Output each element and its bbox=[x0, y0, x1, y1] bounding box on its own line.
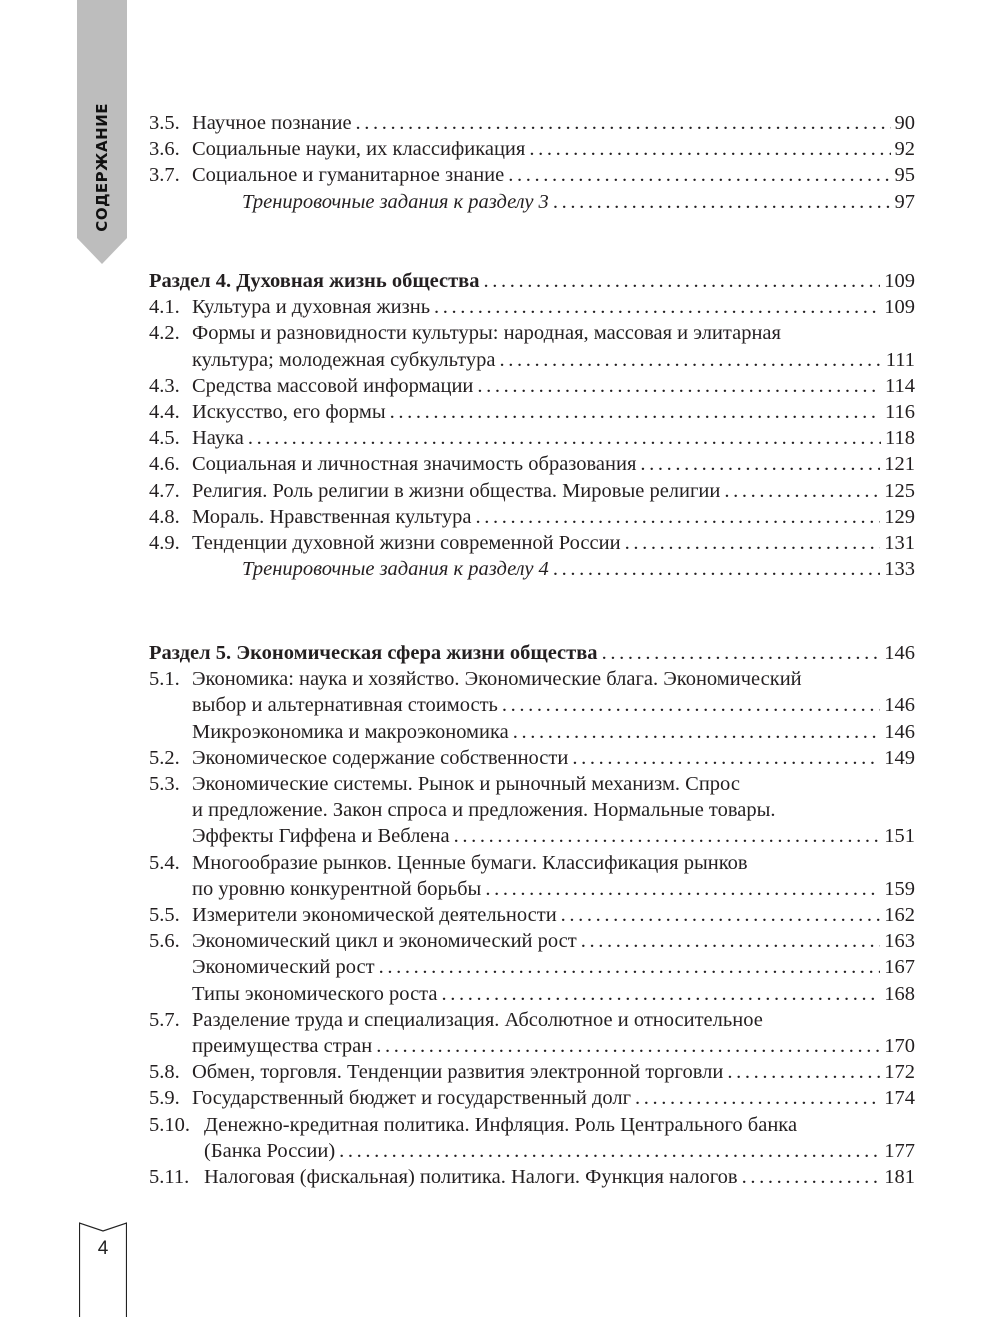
item-number: 5.6. bbox=[149, 930, 180, 953]
toc-item[interactable] bbox=[149, 399, 915, 425]
leader-dots bbox=[508, 162, 890, 188]
section-title: Раздел 4. Духовная жизнь общества bbox=[149, 270, 480, 292]
item-number: 5.7. bbox=[149, 1008, 180, 1031]
item-title-cont: культура; молодежная субкультура bbox=[192, 348, 496, 371]
toc-item[interactable] bbox=[149, 110, 915, 136]
leader-dots bbox=[356, 110, 891, 136]
item-title: Налоговая (фискальная) политика. Налоги. Функция налогов bbox=[204, 1166, 738, 1189]
leader-dots bbox=[635, 1085, 880, 1111]
leader-dots bbox=[553, 189, 891, 215]
item-page: 162 bbox=[884, 904, 915, 927]
item-title: Средства массовой информации bbox=[192, 374, 474, 397]
item-number: 4.5. bbox=[149, 427, 180, 450]
item-page: 97 bbox=[894, 190, 915, 213]
item-page: 129 bbox=[884, 505, 915, 528]
toc-item[interactable] bbox=[149, 745, 915, 771]
item-number: 4.8. bbox=[149, 505, 180, 528]
leader-dots bbox=[499, 347, 881, 373]
toc-item[interactable] bbox=[149, 136, 915, 162]
toc-item-exercises[interactable] bbox=[149, 556, 915, 582]
item-number: 4.6. bbox=[149, 453, 180, 476]
item-number: 5.8. bbox=[149, 1061, 180, 1084]
item-page: 163 bbox=[884, 930, 915, 953]
toc-item[interactable] bbox=[149, 294, 915, 320]
item-page: 125 bbox=[884, 479, 915, 502]
item-page: 109 bbox=[884, 296, 915, 319]
item-title: Наука bbox=[192, 427, 244, 450]
leader-dots bbox=[742, 1164, 881, 1190]
item-title: Разделение труда и специализация. Абсолютное и относительное bbox=[192, 1008, 763, 1031]
item-title-cont: преимущества стран bbox=[192, 1035, 373, 1058]
item-title-cont: (Банка России) bbox=[204, 1139, 336, 1162]
toc-item[interactable] bbox=[149, 902, 915, 928]
item-page: 118 bbox=[885, 427, 915, 450]
item-title: Научное познание bbox=[192, 112, 352, 134]
item-number: 3.7. bbox=[149, 164, 180, 187]
leader-dots bbox=[376, 1033, 880, 1059]
item-page: 92 bbox=[894, 138, 915, 161]
leader-dots bbox=[339, 1138, 880, 1164]
toc-item[interactable] bbox=[149, 1112, 915, 1164]
item-title: Экономическое содержание собственности bbox=[192, 746, 569, 769]
toc-section-4 bbox=[149, 268, 915, 582]
toc-item[interactable] bbox=[149, 451, 915, 477]
page-number: 4 bbox=[97, 1238, 109, 1259]
toc-subitem[interactable] bbox=[149, 954, 915, 980]
leader-dots bbox=[561, 902, 881, 928]
item-title: Искусство, его формы bbox=[192, 401, 386, 424]
leader-dots bbox=[529, 136, 890, 162]
leader-dots bbox=[502, 692, 880, 718]
item-title-cont: Эффекты Гиффена и Веблена bbox=[192, 825, 450, 848]
item-number: 3.6. bbox=[149, 138, 180, 161]
toc-item[interactable] bbox=[149, 850, 915, 902]
item-number: 4.9. bbox=[149, 532, 180, 555]
toc-section-3 bbox=[149, 110, 915, 215]
item-title: Тренировочные задания к разделу 3 bbox=[242, 190, 549, 213]
leader-dots bbox=[483, 268, 880, 294]
toc-item[interactable] bbox=[149, 425, 915, 451]
item-title-cont: и предложение. Закон спроса и предложения. Нормальные товары. bbox=[192, 799, 776, 822]
toc-item-exercises[interactable] bbox=[149, 189, 915, 215]
item-title: Микроэкономика и макроэкономика bbox=[192, 720, 509, 743]
item-title: Религия. Роль религии в жизни общества. Мировые религии bbox=[192, 479, 721, 502]
leader-dots bbox=[475, 504, 880, 530]
item-page: 168 bbox=[884, 982, 915, 1005]
leader-dots bbox=[727, 1059, 880, 1085]
leader-dots bbox=[724, 478, 880, 504]
leader-dots bbox=[581, 928, 881, 954]
leader-dots bbox=[390, 399, 881, 425]
section-side-tab bbox=[77, 0, 127, 266]
item-number: 4.1. bbox=[149, 296, 180, 319]
item-page: 111 bbox=[885, 348, 915, 371]
toc-item[interactable] bbox=[149, 1085, 915, 1111]
section-page: 109 bbox=[884, 270, 915, 292]
item-page: 131 bbox=[884, 532, 915, 555]
item-title: Социальные науки, их классификация bbox=[192, 138, 526, 161]
item-number: 4.7. bbox=[149, 479, 180, 502]
toc-item[interactable] bbox=[149, 1059, 915, 1085]
toc-item[interactable] bbox=[149, 530, 915, 556]
item-number: 4.2. bbox=[149, 322, 180, 345]
section-title: Раздел 5. Экономическая сфера жизни общества bbox=[149, 642, 598, 664]
section-heading[interactable] bbox=[149, 640, 915, 666]
leader-dots bbox=[441, 981, 880, 1007]
leader-dots bbox=[640, 451, 880, 477]
item-title: Формы и разновидности культуры: народная, массовая и элитарная bbox=[192, 322, 781, 345]
item-page: 116 bbox=[885, 401, 915, 424]
toc-item[interactable] bbox=[149, 1164, 915, 1190]
item-number: 5.10. bbox=[149, 1113, 190, 1136]
toc-subitem[interactable] bbox=[149, 719, 915, 745]
item-page: 177 bbox=[884, 1139, 915, 1162]
item-page: 181 bbox=[884, 1166, 915, 1189]
leader-dots bbox=[434, 294, 880, 320]
item-number: 4.3. bbox=[149, 374, 180, 397]
item-title: Денежно-кредитная политика. Инфляция. Роль Центрального банка bbox=[204, 1113, 798, 1136]
item-title: Тенденции духовной жизни современной России bbox=[192, 532, 621, 555]
item-title: Тренировочные задания к разделу 4 bbox=[242, 558, 549, 581]
item-page: 114 bbox=[885, 374, 915, 397]
item-page: 90 bbox=[894, 112, 915, 134]
leader-dots bbox=[602, 640, 881, 666]
leader-dots bbox=[454, 823, 881, 849]
leader-dots bbox=[572, 745, 880, 771]
item-page: 146 bbox=[884, 694, 915, 717]
item-title: Экономический рост bbox=[192, 956, 375, 979]
item-title: Социальная и личностная значимость образования bbox=[192, 453, 637, 476]
item-title: Экономические системы. Рынок и рыночный механизм. Спрос bbox=[192, 773, 740, 796]
toc-item[interactable] bbox=[149, 928, 915, 954]
section-page: 146 bbox=[884, 642, 915, 664]
leader-dots bbox=[553, 556, 880, 582]
item-number: 5.11. bbox=[149, 1166, 190, 1189]
item-title-cont: по уровню конкурентной борьбы bbox=[192, 877, 482, 900]
toc-item[interactable] bbox=[149, 771, 915, 850]
page-number-badge bbox=[79, 1222, 127, 1317]
item-title: Измерители экономической деятельности bbox=[192, 904, 557, 927]
toc-item[interactable] bbox=[149, 373, 915, 399]
toc-item[interactable] bbox=[149, 162, 915, 188]
item-page: 170 bbox=[884, 1035, 915, 1058]
item-number: 4.4. bbox=[149, 401, 180, 424]
leader-dots bbox=[513, 719, 881, 745]
toc-subitem[interactable] bbox=[149, 981, 915, 1007]
side-tab-label: СОДЕРЖАНИЕ bbox=[93, 103, 111, 232]
item-number: 5.5. bbox=[149, 904, 180, 927]
item-number: 5.9. bbox=[149, 1087, 180, 1110]
leader-dots bbox=[379, 954, 881, 980]
toc-item[interactable] bbox=[149, 478, 915, 504]
item-page: 146 bbox=[884, 720, 915, 743]
item-title: Экономический цикл и экономический рост bbox=[192, 930, 577, 953]
toc-item[interactable] bbox=[149, 666, 915, 718]
item-title: Культура и духовная жизнь bbox=[192, 296, 431, 319]
toc-item[interactable] bbox=[149, 320, 915, 372]
item-title-cont: выбор и альтернативная стоимость bbox=[192, 694, 498, 717]
item-number: 3.5. bbox=[149, 112, 180, 134]
item-page: 121 bbox=[884, 453, 915, 476]
item-number: 5.2. bbox=[149, 746, 180, 769]
item-page: 159 bbox=[884, 877, 915, 900]
item-page: 174 bbox=[884, 1087, 915, 1110]
item-title: Типы экономического роста bbox=[192, 982, 438, 1005]
leader-dots bbox=[477, 373, 881, 399]
item-title: Экономика: наука и хозяйство. Экономические блага. Экономический bbox=[192, 668, 802, 691]
item-page: 151 bbox=[884, 825, 915, 848]
item-title: Обмен, торговля. Тенденции развития электронной торговли bbox=[192, 1061, 724, 1084]
item-number: 5.1. bbox=[149, 668, 180, 691]
leader-dots bbox=[485, 876, 880, 902]
item-number: 5.3. bbox=[149, 773, 180, 796]
item-page: 172 bbox=[884, 1061, 915, 1084]
item-title: Мораль. Нравственная культура bbox=[192, 505, 472, 528]
item-page: 149 bbox=[884, 746, 915, 769]
leader-dots bbox=[248, 425, 881, 451]
toc-item[interactable] bbox=[149, 504, 915, 530]
item-title: Социальное и гуманитарное знание bbox=[192, 164, 505, 187]
item-number: 5.4. bbox=[149, 851, 180, 874]
section-heading[interactable] bbox=[149, 268, 915, 294]
page-badge-shape bbox=[79, 1222, 127, 1317]
item-title: Многообразие рынков. Ценные бумаги. Классификация рынков bbox=[192, 851, 748, 874]
item-page: 95 bbox=[894, 164, 915, 187]
item-title: Государственный бюджет и государственный долг bbox=[192, 1087, 632, 1110]
leader-dots bbox=[625, 530, 881, 556]
toc-item[interactable] bbox=[149, 1007, 915, 1059]
toc-section-5 bbox=[149, 640, 915, 1190]
item-page: 167 bbox=[884, 956, 915, 979]
item-page: 133 bbox=[884, 558, 915, 581]
